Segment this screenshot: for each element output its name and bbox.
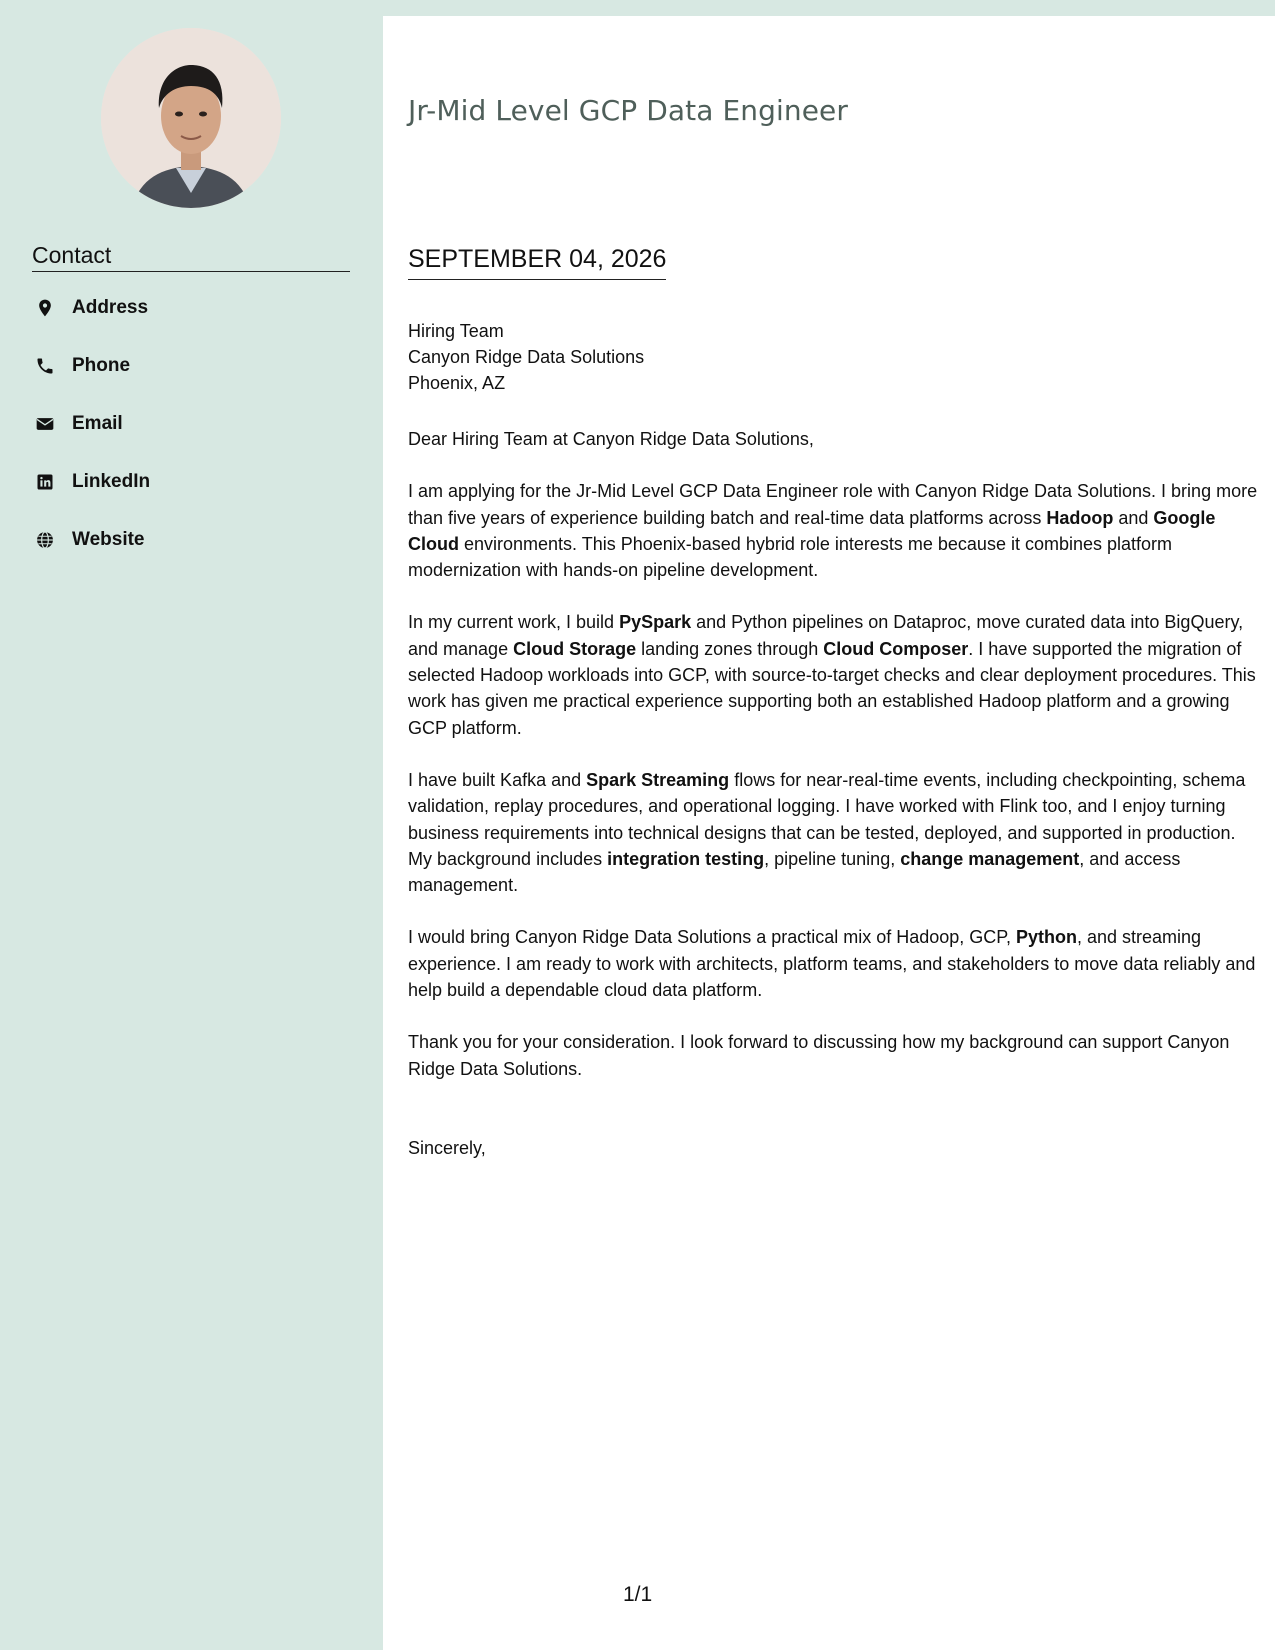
contact-phone-label: Phone [72,355,131,376]
envelope-icon [34,413,56,435]
paragraph-value: I would bring Canyon Ridge Data Solutions a practical mix of Hadoop, GCP, Python, and streaming experience. I am ready to work with architects, platform teams, and stakeholders to move data reliably and help build a dependable cloud data platform. [408,927,1256,1001]
contact-linkedin[interactable] [32,453,350,511]
recipient-line: Canyon Ridge Data Solutions [408,347,645,367]
contact-website[interactable] [32,511,350,569]
contact-website-label: Website [72,529,145,550]
contact-email[interactable] [32,395,350,453]
sidebar [0,0,383,1650]
letter-body [408,426,1263,1108]
contact-heading: Contact [32,240,350,272]
salutation: Dear Hiring Team at Canyon Ridge Data Solutions, [408,429,814,449]
paragraph-streaming: I have built Kafka and Spark Streaming flows for near-real-time events, including checkpointing, schema validation, replay procedures, and operational logging. I have worked with Flink too, and I enjoy turning business requirements into technical designs that can be tested, deployed, and supported in production. My background includes integration testing, pipeline tuning, change management, and access management. [408,769,1246,896]
page-number: 1/1 [623,1583,653,1606]
letter-date: SEPTEMBER 04, 2026 [408,243,666,280]
map-pin-icon [34,297,56,319]
paragraph-intro: I am applying for the Jr-Mid Level GCP Data Engineer role with Canyon Ridge Data Solutions. I bring more than five years of experience building batch and real-time data platforms across Hadoop and Google Cloud environments. This Phoenix-based hybrid role interests me because it combines platform modernization with hands-on pipeline development. [408,481,1258,581]
contact-address-label: Address [72,297,149,318]
contact-email-label: Email [72,413,123,434]
signoff: Sincerely, [408,1138,486,1158]
globe-icon [34,529,56,551]
contact-address[interactable] [32,279,350,337]
phone-icon [34,355,56,377]
contact-linkedin-label: LinkedIn [72,471,151,492]
job-title: Jr-Mid Level GCP Data Engineer [408,94,848,127]
recipient-block [408,318,644,396]
recipient-line: Phoenix, AZ [408,373,506,393]
paragraph-current-work: In my current work, I build PySpark and Python pipelines on Dataproc, move curated data into BigQuery, and manage Cloud Storage landing zones through Cloud Composer. I have supported the migration of selected Hadoop workloads into GCP, with source-to-target checks and clear deployment procedures. This work has given me practical experience supporting both an established Hadoop platform and a growing GCP platform. [408,612,1256,738]
avatar-photo [101,28,281,208]
paragraph-closing: Thank you for your consideration. I look forward to discussing how my background can support Canyon Ridge Data Solutions. [408,1032,1230,1079]
contact-list [32,279,350,569]
avatar [101,28,281,208]
contact-phone[interactable] [32,337,350,395]
recipient-line: Hiring Team [408,321,504,341]
letter-main [383,16,1275,1650]
linkedin-icon [34,471,56,493]
